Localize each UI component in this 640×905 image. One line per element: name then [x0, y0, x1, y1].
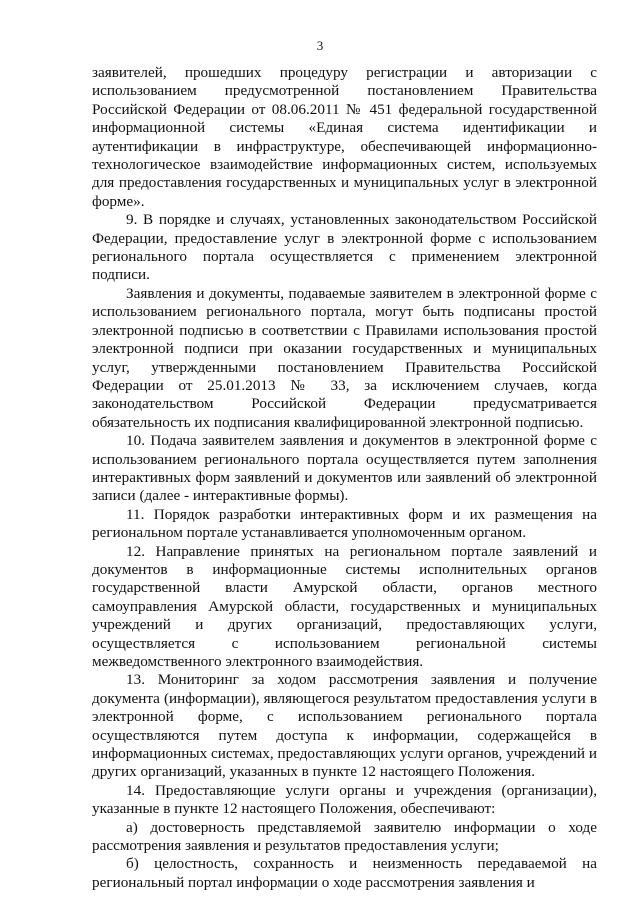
paragraph-item-11: 11. Порядок разработки интерактивных форм и их размещения на региональном портале устанавливается уполномоченным органом. [92, 505, 597, 542]
document-body [92, 64, 597, 892]
paragraph-subitem-b: б) целостность, сохранность и неизменность передаваемой на региональный портал информации о ходе рассмотрения заявления и [92, 855, 597, 891]
paragraph-item-9: 9. В порядке и случаях, установленных законодательством Российской Федерации, предоставление услуг в электронной форме с использованием регионального портала осуществляется с применением электронной подписи. [92, 211, 597, 284]
paragraph-item-12: 12. Направление принятых на региональном портале заявлений и документов в информационные системы исполнительных органов государственной власти Амурской области, органов местного самоуправления Амурской области, государственных и муниципальных учреждений и других организаций, предоставляющих услуги, осуществляется с использованием региональной системы межведомственного электронного взаимодействия. [92, 542, 597, 670]
paragraph-item-10: 10. Подача заявителем заявления и документов в электронной форме с использованием регионального портала осуществляется путем заполнения интерактивных форм заявлений и документов или заявлений об электронной записи (далее - интерактивные формы). [92, 432, 597, 505]
paragraph-subitem-a: а) достоверность представляемой заявителю информации о ходе рассмотрения заявления и результатов предоставления услуги; [92, 818, 597, 855]
paragraph-continuation: заявителей, прошедших процедуру регистрации и авторизации с использованием предусмотренной постановлением Правительства Российской Федерации от 08.06.2011 № 451 федеральной государственной информационной системы «Единая система идентификации и аутентификации в инфраструктуре, обеспечивающей информационно-технологическое взаимодействие информационных систем, используемых для предоставления государственных и муниципальных услуг в электронной форме». [92, 64, 597, 210]
paragraph-item-14: 14. Предоставляющие услуги органы и учреждения (организации), указанные в пункте 12 настоящего Положения, обеспечивают: [92, 781, 597, 818]
paragraph-statements: Заявления и документы, подаваемые заявителем в электронной форме с использованием регионального портала, могут быть подписаны простой электронной подписью в соответствии с Правилами использования простой электронной подписи при оказании государственных и муниципальных услуг, утвержденными постановлением Правительства Российской Федерации от 25.01.2013 № 33, за исключением случаев, когда законодательством Российской Федерации предусматривается обязательность их подписания квалифицированной электронной подписью. [92, 284, 597, 431]
paragraph-item-13: 13. Мониторинг за ходом рассмотрения заявления и получение документа (информации), являющегося результатом предоставления услуги в электронной форме, с использованием регионального портала осуществляются путем доступа к информации, содержащейся в информационных системах, предоставляющих услуги органов, учреждений и других организаций, указанных в пункте 12 настоящего Положения. [92, 671, 597, 781]
page-number: 3 [316, 38, 324, 53]
